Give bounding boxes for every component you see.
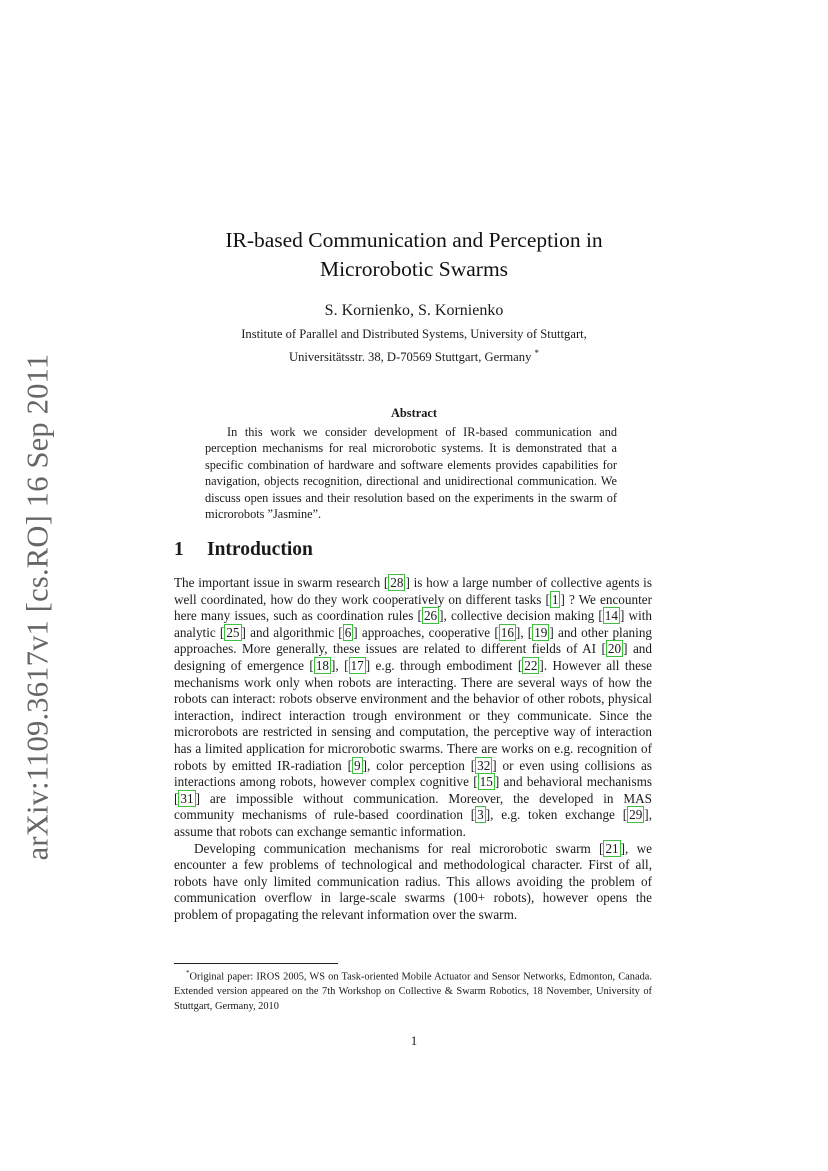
arxiv-identifier-stamp	[18, 353, 58, 861]
citation-link[interactable]: 22	[524, 657, 538, 673]
page-number: 1	[410, 1033, 418, 1048]
citation-link[interactable]: 3	[477, 807, 484, 823]
citation-link[interactable]: 25	[226, 624, 240, 640]
affiliation-address: Universitätsstr. 38, D-70569 Stuttgart, Germany	[288, 350, 532, 365]
title-line-2: Microrobotic Swarms	[319, 257, 509, 281]
citation-link[interactable]: 28	[390, 575, 404, 590]
citation-link[interactable]: 9	[354, 757, 361, 773]
citation-link[interactable]: 17	[350, 657, 364, 673]
citation-link[interactable]: 26	[423, 608, 438, 624]
citation-link[interactable]: 32	[477, 757, 491, 773]
author-affiliation	[150, 325, 678, 367]
section-heading	[174, 539, 313, 561]
footnote-divider	[174, 963, 338, 964]
body-text	[174, 575, 652, 923]
affiliation-line-2	[150, 344, 678, 367]
footnote-marker: *	[186, 969, 190, 977]
citation-link[interactable]: 16	[500, 624, 514, 640]
citation-link[interactable]: 1	[551, 591, 559, 607]
citation-link[interactable]: 6	[344, 624, 352, 640]
footnote	[174, 966, 652, 1014]
citation-link[interactable]: 15	[479, 774, 493, 790]
section-title: Introduction	[207, 539, 313, 560]
citation-link[interactable]: 31	[180, 790, 194, 806]
abstract-heading: Abstract	[390, 406, 438, 420]
body-paragraph: The important issue in swarm research [ 28 ] is how a large number of collective agents is well coordinated, how do they work cooperatively on different tasks [ 1 ] ? We encounter here many issues, such as coordination rules [ 26 ], collective decision making [ 14 ] with analytic [ 25 ] and algorithmic [ 6 ] approaches, cooperative [ 16 ], [ 19 ] and other planing approaches. More generally, these issues are related to different fields of AI [ 20 ] and designing of emergence [ 18 ], [ 17 ] e.g. through embodiment [ 22 ]. However all these mechanisms work only when robots are interacting. There are several ways of how the robots can interact: robots observe environment and the behavior of other robots, physical interaction, indirect interaction trough environment or they communicate. Since the microrobots are restricted in sensing and computation, the perceptive way of interaction has a limited application for microrobotic swarms. There are works on e.g. recognition of robots by emitted IR-radiation [ 9 ], color perception [ 32 ] or even using collisions as interactions among robots, however complex cognitive [ 15 ] and behavioral mechanisms [ 31 ] are impossible without communication. Moreover, the developed in MAS community mechanisms of rule-based coordination [ 3 ], e.g. token exchange [ 29 ], assume that robots can exchange semantic information.	[174, 575, 653, 839]
paper-authors: S. Kornienko, S. Kornienko	[324, 302, 504, 319]
arxiv-identifier-text: arXiv:1109.3617v1 [cs.RO] 16 Sep 2011	[20, 353, 55, 861]
title-line-1: IR-based Communication and Perception in	[225, 228, 603, 252]
footnote-text: Original paper: IROS 2005, WS on Task-oriented Mobile Actuator and Sensor Networks, Edmonton, Canada. Extended version appeared on the 7th Workshop on Collective & Swarm Robotics, 18 November, University of Stuttgart, Germany, 2010	[174, 971, 652, 1012]
affiliation-line-1: Institute of Parallel and Distributed Systems, University of Stuttgart,	[241, 327, 587, 341]
citation-link[interactable]: 29	[629, 807, 643, 823]
citation-link[interactable]: 20	[607, 641, 622, 657]
citation-link[interactable]: 18	[315, 657, 329, 673]
citation-link[interactable]: 14	[604, 608, 618, 624]
body-paragraph: Developing communication mechanisms for real microrobotic swarm [ 21 ], we encounter a few problems of technological and methodological character. First of all, robots have only limited communication radius. This allows avoiding the problem of communication overflow in large-scale swarms (100+ robots), however opens the problem of propagating the relevant information over the swarm.	[174, 840, 652, 922]
citation-link[interactable]: 19	[534, 624, 548, 640]
citation-link[interactable]: 21	[605, 840, 619, 856]
footnote-marker: *	[534, 348, 540, 358]
section-number: 1	[174, 539, 184, 560]
abstract-text: In this work we consider development of IR-based communication and perception mechanisms for real microrobotic systems. It is demonstrated that a specific combination of hardware and software elements provides capabilities for navigation, objects recognition, directional and unidirectional communication. We discuss open issues and their resolution based on the experiments in the swarm of microrobots ”Jasmine”.	[205, 425, 617, 522]
paper-title	[150, 226, 678, 284]
